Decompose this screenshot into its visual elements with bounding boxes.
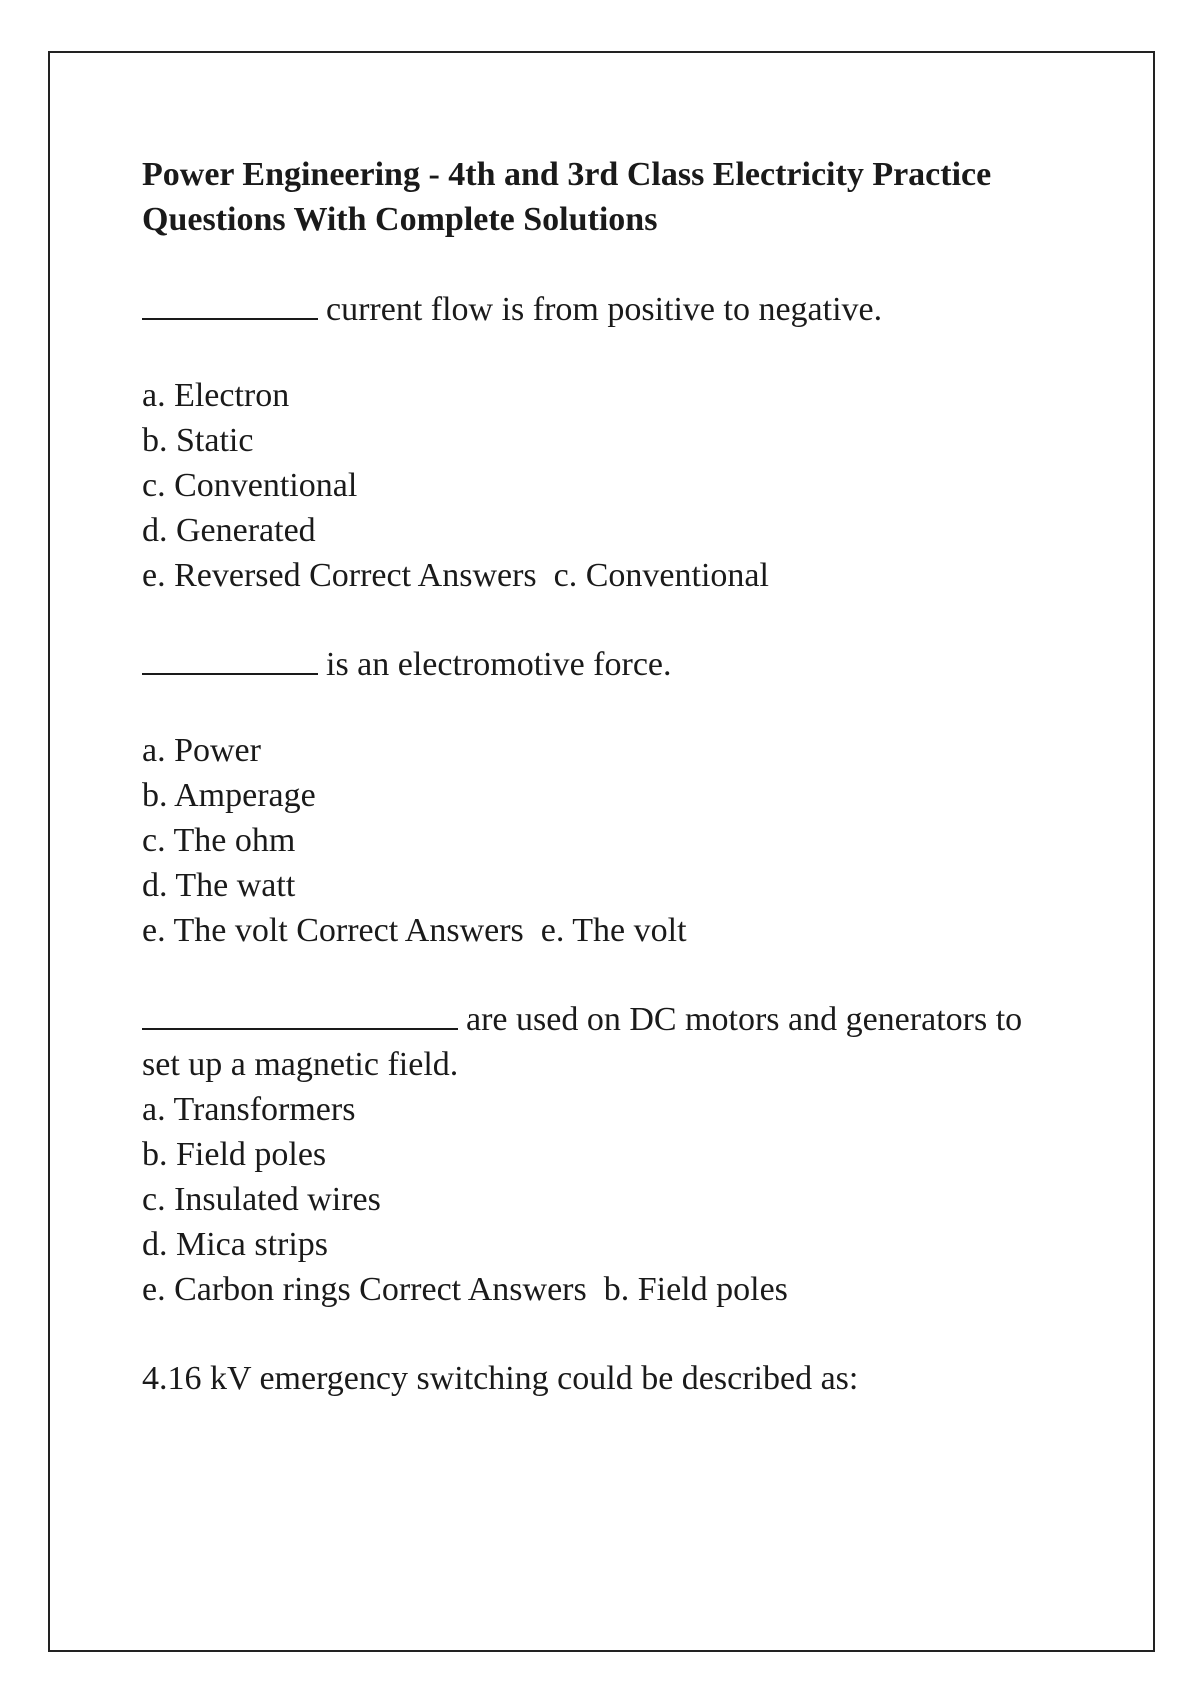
question-4-text: 4.16 kV emergency switching could be described as: bbox=[142, 1360, 859, 1397]
option-a: a. Power bbox=[142, 732, 261, 769]
question-2 bbox=[142, 642, 1072, 953]
question-1-text bbox=[142, 287, 1072, 332]
question-1-options bbox=[142, 373, 1072, 598]
answer-blank bbox=[142, 643, 318, 675]
document-body bbox=[142, 152, 1072, 1401]
option-a: a. Transformers bbox=[142, 1091, 356, 1128]
question-3-prompt-line-2: set up a magnetic field. bbox=[142, 1046, 459, 1083]
option-c: c. Insulated wires bbox=[142, 1181, 381, 1218]
question-3-options bbox=[142, 1087, 1072, 1312]
question-2-text bbox=[142, 642, 1072, 687]
question-2-prompt: is an electromotive force. bbox=[326, 646, 672, 683]
option-e-with-answer: e. Carbon rings Correct Answers b. Field poles bbox=[142, 1271, 788, 1308]
option-e-with-answer: e. Reversed Correct Answers c. Conventional bbox=[142, 557, 769, 594]
document-title-line-2: Questions With Complete Solutions bbox=[142, 201, 658, 238]
answer-blank bbox=[142, 288, 318, 320]
option-d: d. Mica strips bbox=[142, 1226, 329, 1263]
question-4 bbox=[142, 1356, 1072, 1401]
question-3-text bbox=[142, 997, 1072, 1087]
document-title bbox=[142, 152, 1072, 242]
option-b: b. Static bbox=[142, 422, 254, 459]
option-d: d. The watt bbox=[142, 867, 296, 904]
option-b: b. Field poles bbox=[142, 1136, 327, 1173]
answer-blank bbox=[142, 998, 458, 1030]
question-1-prompt: current flow is from positive to negative. bbox=[326, 291, 883, 328]
document-title-line-1: Power Engineering - 4th and 3rd Class Electricity Practice bbox=[142, 156, 992, 193]
option-a: a. Electron bbox=[142, 377, 290, 414]
option-d: d. Generated bbox=[142, 512, 316, 549]
question-1 bbox=[142, 287, 1072, 598]
option-c: c. Conventional bbox=[142, 467, 358, 504]
option-c: c. The ohm bbox=[142, 822, 296, 859]
question-2-options bbox=[142, 728, 1072, 953]
question-3-prompt-line-1: are used on DC motors and generators to bbox=[466, 1001, 1023, 1038]
option-b: b. Amperage bbox=[142, 777, 316, 814]
question-3 bbox=[142, 997, 1072, 1312]
option-e-with-answer: e. The volt Correct Answers e. The volt bbox=[142, 912, 687, 949]
